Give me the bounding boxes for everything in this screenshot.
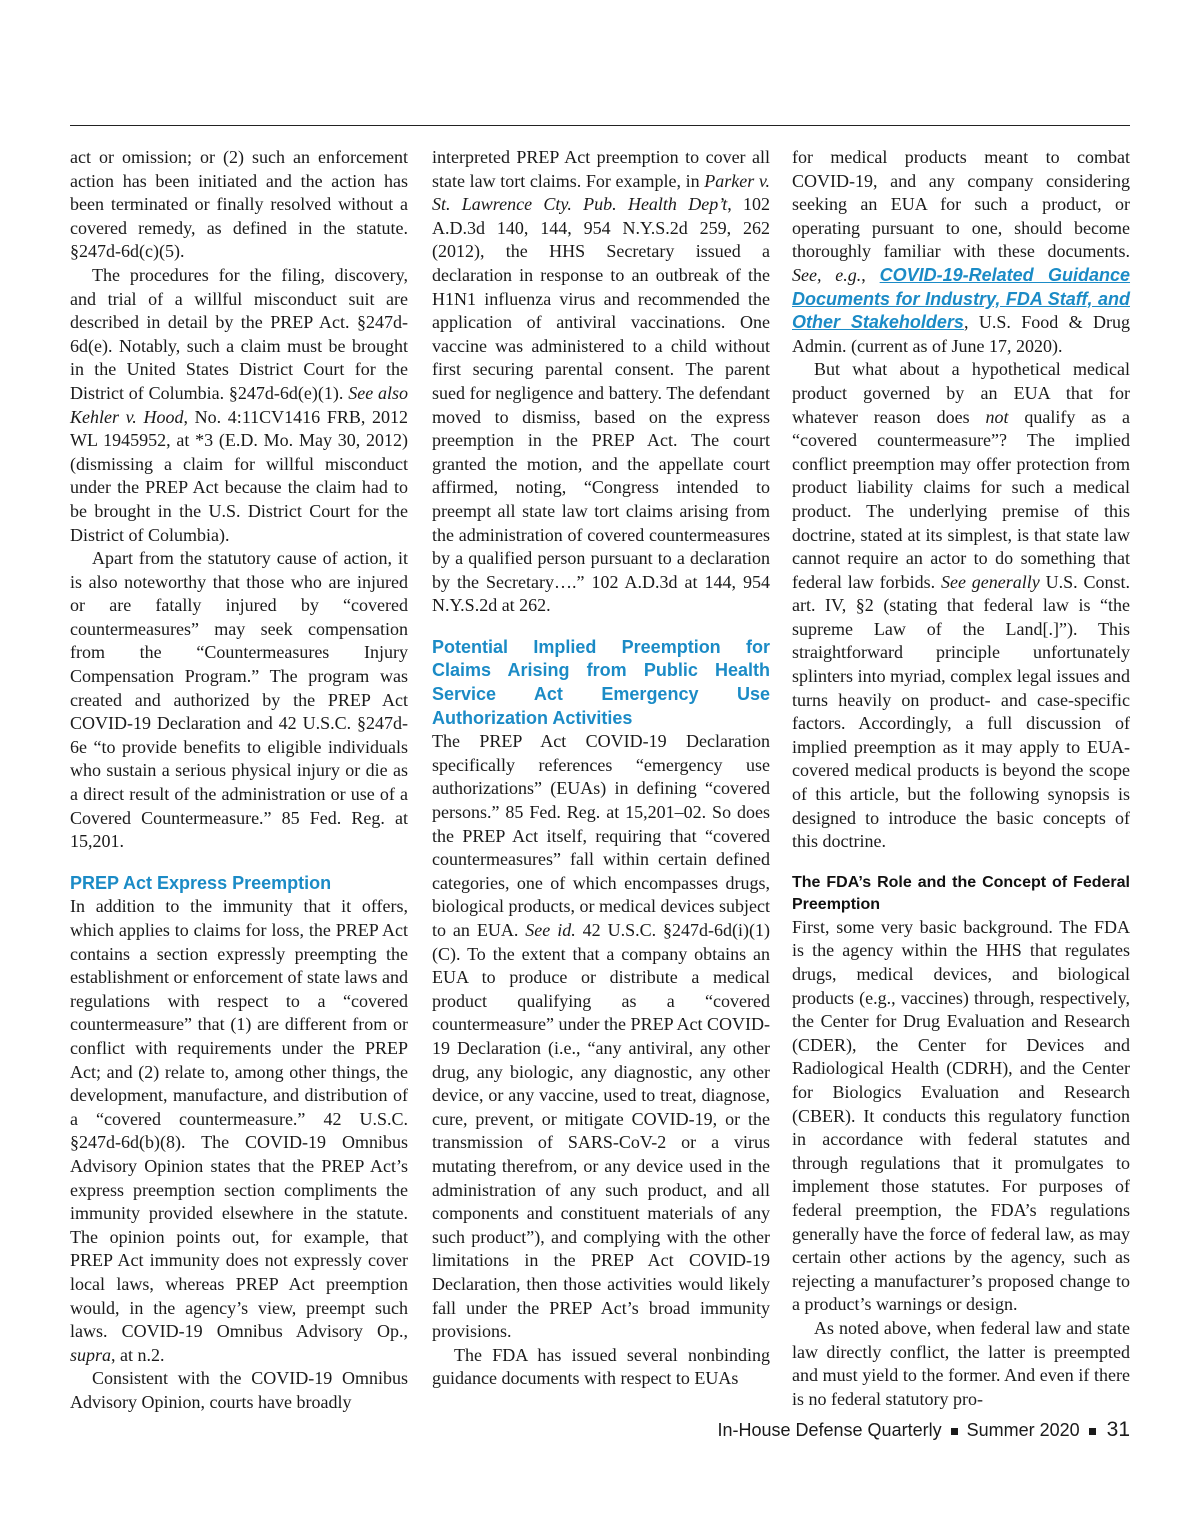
- column-1: [70, 146, 408, 1414]
- italic-term: supra: [70, 1344, 112, 1365]
- guidance-documents-link[interactable]: COVID-19-Related Guidance Documents for Industry, FDA Staff, and Other Stakeholders: [792, 264, 1131, 333]
- paragraph: First, some very basic background. The FDA is the agency within the HHS that regulates drugs, medical devices, and biological products (e.g., vaccines) through, respectively, the Center for Drug Evaluation and Research (CDER), the Center for Devices and Radiological Health (CDRH), and the Center for Biologics Evaluation and Research (CBER). It conducts this regulatory function in accordance with federal statutes and through regulations that it promulgates to implement those statutes. For purposes of federal preemption, the FDA’s regulations generally have the force of federal law, as may certain other actions by the agency, such as rejecting a manufacturer’s proposed change to a product’s warnings or design.: [792, 916, 1130, 1315]
- text: In addition to the immunity that it offers, which applies to claims for loss, the PREP Act contains a section expressly preempting the establishment or enforcement of state laws and regulations with respect to a “covered countermeasure” that (1) are different from or conflict with requirements under the PREP Act; and (2) relate to, among other things, the development, manufacture, and distribution of a “covered countermeasure.” 42 U.S.C. §247d-6d(b)(8). The COVID-19 Omnibus Advisory Opinion states that the PREP Act’s express preemption section compliments the immunity provided elsewhere in the statute. The opinion points out, for example, that PREP Act immunity does not expressly cover local laws, whereas PREP Act preemption would, in the agency’s view, preempt such laws. COVID-19 Omnibus Advisory Op.,: [70, 896, 408, 1342]
- column-2: [432, 146, 770, 1391]
- publication-name: In-House Defense Quarterly: [717, 1420, 942, 1440]
- page-number: 31: [1106, 1418, 1130, 1441]
- separator-square-icon: [951, 1428, 958, 1435]
- text: , No. 4:11CV1416 FRB, 2012 WL 1945952, at *3 (E.D. Mo. May 30, 2012) (dismissing a claim for willful misconduct under the PREP Act because the claim had to be brought in the U.S. District Court for the District of Columbia).: [70, 406, 408, 545]
- text: But what about a hypothetical medical product governed by an EUA that for whatever reason does: [792, 359, 1130, 427]
- case-citation: See also Kehler v. Hood: [70, 382, 408, 427]
- italic-term: See id.: [525, 920, 576, 940]
- paragraph: The FDA has issued several nonbinding guidance documents with respect to EUAs: [432, 1344, 770, 1389]
- text: for medical products meant to combat COVID-19, and any company considering seeking an EUA for such a product, or operating pursuant to one, should become thoroughly familiar with these documents.: [792, 147, 1130, 262]
- italic-term: See, e.g.: [792, 264, 862, 285]
- section-heading: Potential Implied Preemption for Claims Arising from Public Health Service Act Emergency Use Authorization Activities: [432, 636, 770, 728]
- paragraph: As noted above, when federal law and state law directly conflict, the latter is preempted and must yield to the former. And even if there is no federal statutory pro-: [792, 1317, 1130, 1409]
- paragraph: act or omission; or (2) such an enforcement action has been initiated and the action has been terminated or finally resolved without a covered remedy, as defined in the statute. §247d-6d(c)(5).: [70, 147, 408, 262]
- case-citation: Parker v. St. Lawrence Cty. Pub. Health Dep’t: [432, 170, 771, 215]
- paragraph: [432, 730, 770, 1343]
- subsection-heading: The FDA’s Role and the Concept of Federal Preemption: [792, 873, 1130, 913]
- section-heading: PREP Act Express Preemption: [70, 872, 332, 893]
- paragraph: Consistent with the COVID-19 Omnibus Advisory Opinion, courts have broadly: [70, 1368, 408, 1412]
- text: , at n.2.: [111, 1344, 165, 1365]
- text: ,: [861, 264, 880, 285]
- text: U.S. Const. art. IV, §2 (stating that federal law is “the supreme Law of the Land[.]”). This straightforward principle unfortunately splinters into myriad, complex legal issues and turns heavily on product- and case-specific factors. Accordingly, a full discussion of implied preemption as it may apply to EUA-covered medical products is beyond the scope of this article, but the following synopsis is designed to introduce the basic concepts of this doctrine.: [792, 571, 1130, 852]
- paragraph: [792, 358, 1130, 853]
- paragraph: [70, 895, 408, 1367]
- text: interpreted PREP Act preemption to cover all state law tort claims. For example, in: [432, 147, 770, 191]
- page-footer: [717, 1418, 1130, 1442]
- text: The PREP Act COVID-19 Declaration specifically references “emergency use authorizations” (EUAs) in defining “covered persons.” 85 Fed. Reg. at 15,201–02. So does the PREP Act itself, requiring that “covered countermeasures” fall within certain defined categories, one of which encompasses drugs, biological products, or medical devices subject to an EUA.: [432, 731, 770, 940]
- paragraph: [70, 264, 408, 547]
- column-3: [792, 146, 1130, 1411]
- text: , 102 A.D.3d 140, 144, 954 N.Y.S.2d 259, 262 (2012), the HHS Secretary issued a declaration in response to an outbreak of the H1N1 influenza virus and recommended the application of antiviral vaccinations. One vaccine was administered to a child without first securing parental consent. The parent sued for negligence and battery. The defendant moved to dismiss, based on the express preemption in the PREP Act. The court granted the motion, and the appellate court affirmed, noting, “Congress intended to preempt all state law tort claims arising from the administration of covered countermeasures by a qualified person pursuant to a declaration by the Secretary….” 102 A.D.3d at 144, 954 N.Y.S.2d at 262.: [432, 194, 770, 616]
- paragraph: [792, 146, 1130, 358]
- paragraph: [432, 146, 770, 618]
- paragraph: Apart from the statutory cause of action, it is also noteworthy that those who are injured or are fatally injured by “covered countermeasures” may seek compensation from the “Countermeasures Injury Compensation Program.” The program was created and authorized by the PREP Act COVID-19 Declaration and 42 U.S.C. §247d-6e “to provide benefits to eligible individuals who sustain a serious physical injury or die as a direct result of the administration or use of a Covered Countermeasure.” 85 Fed. Reg. at 15,201.: [70, 548, 408, 852]
- text: qualify as a “covered countermeasure”? The implied conflict preemption may offer protection from product liability claims for such a medical product. The underlying premise of this doctrine, stated at its simplest, is that state law cannot require an actor to do something that federal law forbids.: [792, 406, 1131, 592]
- separator-square-icon: [1089, 1428, 1096, 1435]
- italic-term: not: [985, 406, 1009, 427]
- top-rule: [70, 125, 1130, 126]
- text: , U.S. Food & Drug Admin. (current as of June 17, 2020).: [792, 312, 1130, 356]
- text: 42 U.S.C. §247d-6d(i)(1)(C). To the extent that a company obtains an EUA to produce or distribute a medical product qualifying as a “covered countermeasure” under the PREP Act COVID-19 Declaration (i.e., “any antiviral, any other drug, any biologic, any diagnostic, any other device, or any vaccine, used to treat, diagnose, cure, prevent, or mitigate COVID-19, or the transmission of SARS-CoV-2 or a virus mutating therefrom, or any device used in the administration of any such product, and all components and constituent materials of any such product”), and complying with the other limitations in the PREP Act COVID-19 Declaration, then those activities would likely fall under the PREP Act’s broad immunity provisions.: [432, 920, 771, 1342]
- issue-date: Summer 2020: [966, 1420, 1080, 1440]
- text: The procedures for the filing, discovery, and trial of a willful misconduct suit are described in detail by the PREP Act. §247d-6d(e). Notably, such a claim must be brought in the United States District Court for the District of Columbia. §247d-6d(e)(1).: [70, 264, 408, 403]
- italic-term: See generally: [940, 571, 1040, 592]
